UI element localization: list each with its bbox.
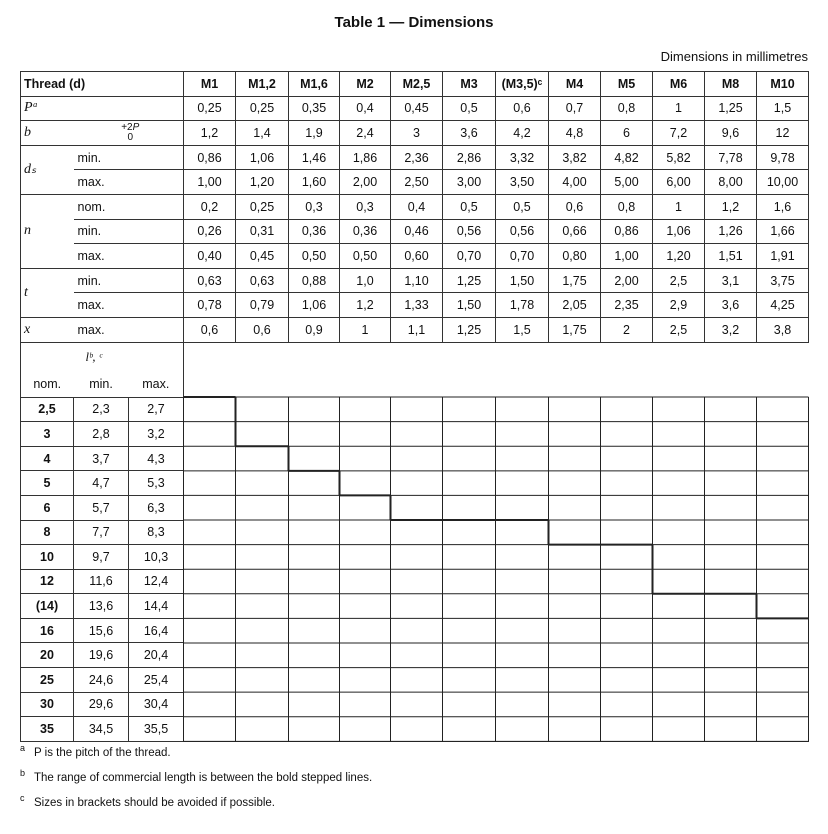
dimensions-table	[20, 71, 809, 742]
length-label: lᵇ, ᶜ	[74, 342, 184, 372]
value-cell: 0,63	[184, 268, 236, 293]
value-cell: 3,8	[757, 317, 809, 342]
property-symbol	[21, 145, 74, 194]
property-row	[21, 219, 809, 244]
value-cell: 1,75	[549, 268, 601, 293]
min-length: 7,7	[74, 520, 129, 545]
value-cell: 0,50	[289, 244, 340, 269]
value-cell: 1,4	[236, 121, 289, 146]
min-length: 34,5	[74, 717, 129, 742]
symbol-text: n	[24, 223, 31, 239]
value-cell: 1,25	[443, 317, 496, 342]
property-qualifier: max.	[74, 317, 184, 342]
symbol-text: dₛ	[24, 162, 37, 178]
value-cell: 0,2	[184, 194, 236, 219]
property-row	[21, 293, 809, 318]
property-qualifier: min.	[74, 145, 184, 170]
value-cell: 0,25	[236, 96, 289, 121]
value-cell: 1,50	[496, 268, 549, 293]
value-cell: 9,78	[757, 145, 809, 170]
property-symbol	[21, 121, 74, 146]
min-length: 4,7	[74, 471, 129, 496]
value-cell: 0,8	[601, 96, 653, 121]
nom-length: 3	[21, 422, 74, 447]
property-qualifier: min.	[74, 268, 184, 293]
max-length: 6,3	[129, 495, 184, 520]
footnote-text: Sizes in brackets should be avoided if possible.	[34, 797, 276, 809]
value-cell: 0,70	[496, 244, 549, 269]
value-cell: 0,9	[289, 317, 340, 342]
value-cell: 1,2	[705, 194, 757, 219]
nom-length: 25	[21, 668, 74, 693]
max-length: 30,4	[129, 692, 184, 717]
size-header: M1	[184, 72, 236, 97]
value-cell: 0,56	[443, 219, 496, 244]
value-cell: 1,20	[236, 170, 289, 195]
property-row	[21, 268, 809, 293]
value-cell: 0,3	[289, 194, 340, 219]
nom-length: 4	[21, 446, 74, 471]
value-cell: 3,00	[443, 170, 496, 195]
value-cell: 0,31	[236, 219, 289, 244]
min-length: 2,8	[74, 422, 129, 447]
value-cell: 1,06	[236, 145, 289, 170]
value-cell: 1,25	[443, 268, 496, 293]
value-cell: 3,75	[757, 268, 809, 293]
value-cell: 1,50	[443, 293, 496, 318]
nom-length: 12	[21, 569, 74, 594]
size-header: M4	[549, 72, 601, 97]
value-cell: 1,06	[653, 219, 705, 244]
property-row	[21, 194, 809, 219]
min-header: min.	[74, 372, 129, 397]
value-cell: 1,25	[705, 96, 757, 121]
property-qualifier: max.	[74, 244, 184, 269]
value-cell: 0,4	[340, 96, 391, 121]
value-cell: 2,5	[653, 317, 705, 342]
value-cell: 4,25	[757, 293, 809, 318]
symbol-text: t	[24, 284, 28, 300]
value-cell: 4,2	[496, 121, 549, 146]
value-cell: 1,10	[391, 268, 443, 293]
value-cell: 0,45	[391, 96, 443, 121]
value-cell: 0,35	[289, 96, 340, 121]
value-cell: 1,1	[391, 317, 443, 342]
value-cell: 0,60	[391, 244, 443, 269]
value-cell: 2,86	[443, 145, 496, 170]
value-cell: 0,46	[391, 219, 443, 244]
property-symbol	[21, 268, 74, 317]
value-cell: 0,5	[443, 96, 496, 121]
nom-length: 2,5	[21, 397, 74, 422]
value-cell: 1,00	[184, 170, 236, 195]
value-cell: 1,0	[340, 268, 391, 293]
value-cell: 0,3	[340, 194, 391, 219]
value-cell: 1	[340, 317, 391, 342]
min-length: 13,6	[74, 594, 129, 619]
max-length: 16,4	[129, 618, 184, 643]
value-cell: 1,91	[757, 244, 809, 269]
footnote-text: P is the pitch of the thread.	[34, 747, 171, 759]
max-length: 5,3	[129, 471, 184, 496]
value-cell: 4,8	[549, 121, 601, 146]
property-row	[21, 145, 809, 170]
footnote-mark: a	[20, 743, 26, 753]
footnote	[20, 767, 810, 792]
value-cell: 0,5	[443, 194, 496, 219]
value-cell: 2,05	[549, 293, 601, 318]
value-cell: 0,56	[496, 219, 549, 244]
max-length: 14,4	[129, 594, 184, 619]
size-header: M8	[705, 72, 757, 97]
size-header: M1,6	[289, 72, 340, 97]
min-length: 11,6	[74, 569, 129, 594]
value-cell: 2,5	[653, 268, 705, 293]
symbol-text: Pᵃ	[24, 100, 39, 116]
value-cell: 2	[601, 317, 653, 342]
value-cell: 1,60	[289, 170, 340, 195]
value-cell: 2,50	[391, 170, 443, 195]
min-length: 24,6	[74, 668, 129, 693]
value-cell: 3,50	[496, 170, 549, 195]
max-length: 3,2	[129, 422, 184, 447]
value-cell: 1,46	[289, 145, 340, 170]
value-cell: 0,36	[340, 219, 391, 244]
value-cell: 2,00	[601, 268, 653, 293]
value-cell: 2,00	[340, 170, 391, 195]
units-note: Dimensions in millimetres	[660, 49, 808, 64]
symbol-text: x	[24, 321, 31, 337]
value-cell: 1,66	[757, 219, 809, 244]
value-cell: 1,2	[184, 121, 236, 146]
value-cell: 1,06	[289, 293, 340, 318]
value-cell: 4,00	[549, 170, 601, 195]
min-length: 15,6	[74, 618, 129, 643]
min-length: 29,6	[74, 692, 129, 717]
property-qualifier	[74, 121, 184, 146]
value-cell: 0,86	[184, 145, 236, 170]
value-cell: 5,00	[601, 170, 653, 195]
value-cell: 1	[653, 96, 705, 121]
property-symbol	[21, 317, 74, 342]
value-cell: 1	[653, 194, 705, 219]
value-cell: 0,70	[443, 244, 496, 269]
value-cell: 0,45	[236, 244, 289, 269]
min-length: 19,6	[74, 643, 129, 668]
value-cell: 0,26	[184, 219, 236, 244]
footnote	[20, 792, 810, 817]
property-symbol	[21, 194, 74, 268]
value-cell: 3,6	[705, 293, 757, 318]
length-header-row	[21, 342, 809, 372]
min-length: 9,7	[74, 545, 129, 570]
value-cell: 7,2	[653, 121, 705, 146]
max-length: 12,4	[129, 569, 184, 594]
nom-length: (14)	[21, 594, 74, 619]
nom-length: 6	[21, 495, 74, 520]
max-length: 4,3	[129, 446, 184, 471]
value-cell: 0,50	[340, 244, 391, 269]
value-cell: 8,00	[705, 170, 757, 195]
value-cell: 3,82	[549, 145, 601, 170]
nom-length: 5	[21, 471, 74, 496]
value-cell: 9,6	[705, 121, 757, 146]
value-cell: 1,5	[496, 317, 549, 342]
value-cell: 1,75	[549, 317, 601, 342]
value-cell: 0,86	[601, 219, 653, 244]
min-length: 2,3	[74, 397, 129, 422]
property-row	[21, 317, 809, 342]
value-cell: 10,00	[757, 170, 809, 195]
value-cell: 0,5	[496, 194, 549, 219]
value-cell: 2,4	[340, 121, 391, 146]
value-cell: 1,78	[496, 293, 549, 318]
property-row	[21, 121, 809, 146]
value-cell: 5,82	[653, 145, 705, 170]
max-length: 35,5	[129, 717, 184, 742]
size-header: M3	[443, 72, 496, 97]
value-cell: 0,8	[601, 194, 653, 219]
value-cell: 0,66	[549, 219, 601, 244]
max-length: 25,4	[129, 668, 184, 693]
property-qualifier	[74, 96, 184, 121]
nom-length: 16	[21, 618, 74, 643]
value-cell: 0,80	[549, 244, 601, 269]
size-header: M2,5	[391, 72, 443, 97]
size-header: (M3,5)ᶜ	[496, 72, 549, 97]
min-length: 5,7	[74, 495, 129, 520]
value-cell: 0,6	[236, 317, 289, 342]
value-cell: 4,82	[601, 145, 653, 170]
property-symbol	[21, 96, 74, 121]
value-cell: 1,33	[391, 293, 443, 318]
size-header: M5	[601, 72, 653, 97]
value-cell: 3,2	[705, 317, 757, 342]
value-cell: 0,79	[236, 293, 289, 318]
value-cell: 0,88	[289, 268, 340, 293]
value-cell: 1,51	[705, 244, 757, 269]
value-cell: 6	[601, 121, 653, 146]
value-cell: 2,9	[653, 293, 705, 318]
size-header: M6	[653, 72, 705, 97]
value-cell: 3,6	[443, 121, 496, 146]
value-cell: 1,2	[340, 293, 391, 318]
value-cell: 0,7	[549, 96, 601, 121]
thread-header: Thread (d)	[21, 72, 184, 97]
value-cell: 3,32	[496, 145, 549, 170]
footnotes	[20, 742, 810, 817]
blank-area	[184, 342, 809, 741]
property-row	[21, 244, 809, 269]
nom-length: 8	[21, 520, 74, 545]
value-cell: 0,6	[496, 96, 549, 121]
value-cell: 1,9	[289, 121, 340, 146]
max-length: 20,4	[129, 643, 184, 668]
min-length: 3,7	[74, 446, 129, 471]
value-cell: 0,25	[236, 194, 289, 219]
value-cell: 3,1	[705, 268, 757, 293]
value-cell: 1,20	[653, 244, 705, 269]
value-cell: 0,63	[236, 268, 289, 293]
value-cell: 7,78	[705, 145, 757, 170]
tolerance-label: +2P 0	[121, 121, 140, 143]
max-length: 10,3	[129, 545, 184, 570]
value-cell: 0,6	[184, 317, 236, 342]
footnote-text: The range of commercial length is between the bold stepped lines.	[34, 772, 373, 784]
size-header: M2	[340, 72, 391, 97]
value-cell: 0,36	[289, 219, 340, 244]
max-header: max.	[129, 372, 184, 397]
value-cell: 12	[757, 121, 809, 146]
nom-header: nom.	[21, 372, 74, 397]
value-cell: 1,86	[340, 145, 391, 170]
value-cell: 0,25	[184, 96, 236, 121]
max-length: 2,7	[129, 397, 184, 422]
value-cell: 2,35	[601, 293, 653, 318]
size-header: M1,2	[236, 72, 289, 97]
header-row	[21, 72, 809, 97]
nom-length: 10	[21, 545, 74, 570]
value-cell: 1,6	[757, 194, 809, 219]
value-cell: 2,36	[391, 145, 443, 170]
table-title: Table 1 — Dimensions	[334, 14, 494, 31]
footnote-mark: b	[20, 768, 26, 778]
nom-length: 35	[21, 717, 74, 742]
value-cell: 1,00	[601, 244, 653, 269]
size-header: M10	[757, 72, 809, 97]
nom-length: 20	[21, 643, 74, 668]
property-row	[21, 96, 809, 121]
value-cell: 0,6	[549, 194, 601, 219]
value-cell: 1,26	[705, 219, 757, 244]
length-header-blank	[21, 342, 74, 372]
property-qualifier: max.	[74, 170, 184, 195]
value-cell: 0,40	[184, 244, 236, 269]
value-cell: 1,5	[757, 96, 809, 121]
value-cell: 3	[391, 121, 443, 146]
property-qualifier: max.	[74, 293, 184, 318]
nom-length: 30	[21, 692, 74, 717]
footnote	[20, 742, 810, 767]
value-cell: 0,4	[391, 194, 443, 219]
property-qualifier: nom.	[74, 194, 184, 219]
footnote-mark: c	[20, 793, 25, 803]
property-qualifier: min.	[74, 219, 184, 244]
property-row	[21, 170, 809, 195]
symbol-text: b	[24, 124, 31, 140]
value-cell: 6,00	[653, 170, 705, 195]
value-cell: 0,78	[184, 293, 236, 318]
max-length: 8,3	[129, 520, 184, 545]
